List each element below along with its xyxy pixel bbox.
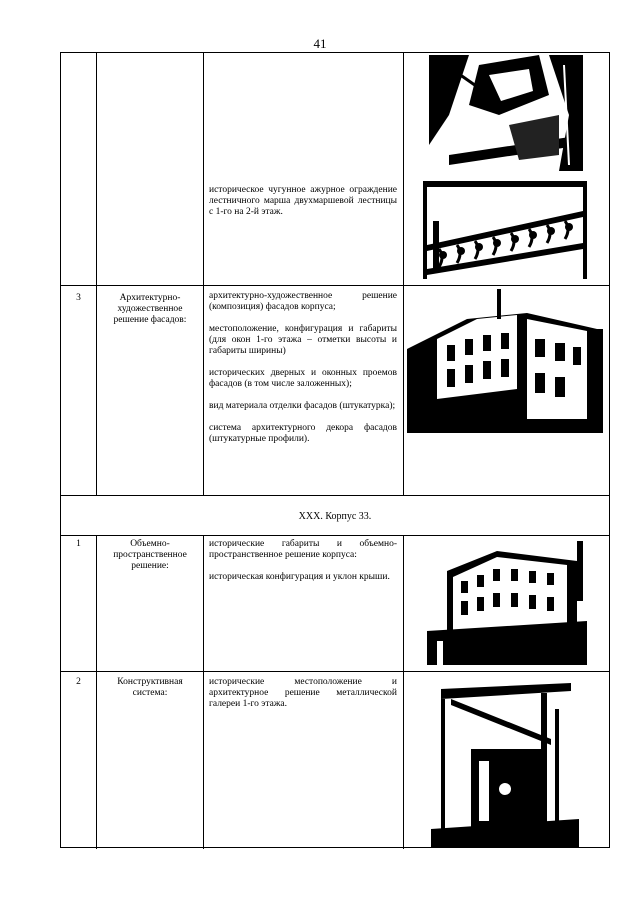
row-number: 3	[76, 293, 81, 303]
row-name: Объемно-пространственное решение:	[113, 539, 187, 571]
row-number: 2	[76, 677, 81, 687]
facade-item: система архитектурного декора фасадов (штукатурные профили).	[209, 423, 397, 444]
railing-photo	[423, 181, 587, 279]
column-divider	[203, 53, 204, 495]
column-divider	[96, 535, 97, 849]
staircase-photo	[429, 55, 583, 171]
facade-photo	[407, 289, 603, 433]
row-divider	[61, 535, 609, 536]
column-divider	[403, 535, 404, 849]
facade-item: вид материала отделки фасадов (штукатурка);	[209, 401, 396, 411]
column-divider	[96, 53, 97, 495]
row-divider	[61, 671, 609, 672]
column-divider	[203, 535, 204, 849]
railing-description: историческое чугунное ажурное ограждение лестничного марша двухмаршевой лестницы с 1-го на 2-й этаж.	[209, 185, 397, 217]
protected-items-table	[60, 52, 610, 848]
column-divider	[403, 53, 404, 495]
row-name: Конструктивная система:	[117, 677, 183, 698]
section-title: ХХХ. Корпус 33.	[298, 511, 372, 522]
row-divider	[61, 285, 609, 286]
structure-description	[209, 677, 397, 721]
volume-item: исторические габариты и объемно-пространственное решение корпуса:	[209, 539, 397, 560]
row-name: Архитектурно-художественное решение фасадов:	[113, 293, 187, 325]
facade-item: местоположение, конфигурация и габариты (для окон 1-го этажа – отметки высоты и габариты ширины)	[209, 324, 397, 356]
row-number: 1	[76, 539, 81, 549]
structure-item: исторические местоположение и архитектурное решение металлической галереи 1-го этажа.	[209, 677, 397, 709]
facade-item: архитектурно-художественное решение (композиция) фасадов корпуса;	[209, 291, 397, 312]
volume-description	[209, 539, 397, 594]
gallery-photo	[431, 679, 579, 847]
facade-item: исторических дверных и оконных проемов фасадов (в том числе заложенных);	[209, 368, 397, 389]
volume-item: историческая конфигурация и уклон крыши.	[209, 572, 390, 582]
row-divider	[61, 495, 609, 496]
page-number: 41	[313, 36, 327, 51]
building-photo	[427, 541, 587, 665]
facades-description	[209, 291, 397, 456]
